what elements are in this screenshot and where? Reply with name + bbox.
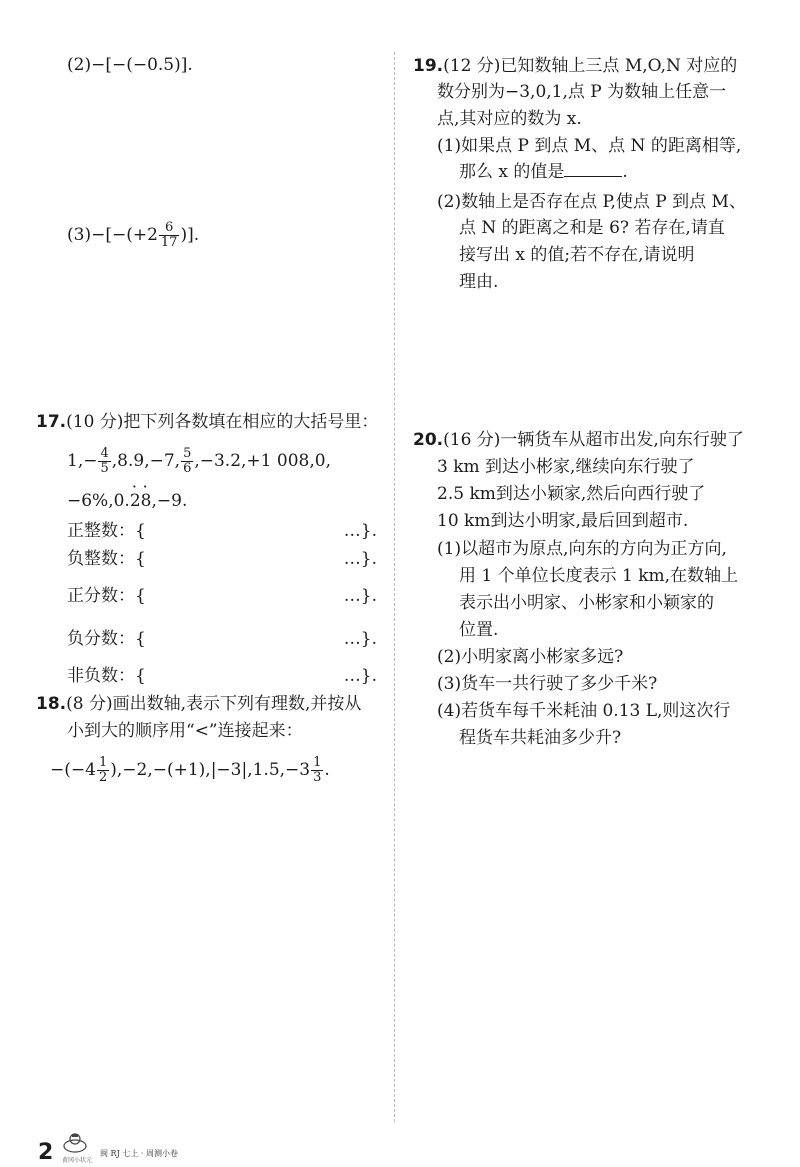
q20-part1-line3: 表示出小明家、小彬家和小颖家的 [459, 593, 714, 613]
q18-line2: 小到大的顺序用“<”连接起来： [67, 721, 303, 741]
q16-part2: (2)−[−(−0.5)]. [67, 55, 193, 75]
q17-numbers-line1: 1,− $\frac{4}{5}$ ,8.9,−7, $\frac{5}{6}$ ,−3.2,+1 008,0, [67, 446, 331, 476]
q19-line3: 点,其对应的数为 x. [437, 109, 582, 129]
fraction: $\frac{6}{17}$ [160, 220, 178, 250]
q18-line1: 18.(8 分)画出数轴,表示下列有理数,并按从 [36, 694, 362, 714]
q17-title: 17.(10 分)把下列各数填在相应的大括号里： [36, 412, 379, 432]
logo-text: 黄冈小状元 [62, 1157, 93, 1164]
q20-line4: 10 km到达小明家,最后回到超市. [437, 511, 689, 531]
footer-label: 闽 RJ 七上 · 周测小卷 [100, 1149, 178, 1158]
q19-part2-line4: 理由. [459, 272, 499, 292]
repeating-digit: · 2 [130, 489, 141, 513]
question-number: 19. [413, 56, 444, 76]
column-divider [394, 52, 395, 1122]
q20-line2: 3 km 到达小彬家,继续向东行驶了 [437, 457, 695, 477]
fraction: $\frac{4}{5}$ [100, 446, 109, 476]
question-number: 17. [36, 412, 67, 432]
question-number: 18. [36, 694, 67, 714]
fraction: $\frac{5}{6}$ [183, 446, 192, 476]
page-number: 2 [38, 1140, 54, 1165]
q19-part2-line3: 接写出 x 的值;若不存在,请说明 [459, 245, 695, 265]
q19-line2: 数分别为−3,0,1,点 P 为数轴上任意一 [437, 82, 727, 102]
q20-part4-line1: (4)若货车每千米耗油 0.13 L,则这次行 [437, 701, 731, 721]
q20-part4-line2: 程货车共耗油多少升? [459, 728, 622, 748]
q20-part1-line4: 位置. [459, 620, 499, 640]
fraction: $\frac{1}{3}$ [313, 755, 322, 785]
q20-part2: (2)小明家离小彬家多远? [437, 647, 624, 667]
q20-part1-line2: 用 1 个单位长度表示 1 km,在数轴上 [459, 566, 739, 586]
q19-part2-line1: (2)数轴上是否存在点 P,使点 P 到点 M、 [437, 192, 746, 212]
q16-part3: (3)−[−(+2 $\frac{6}{17}$ )]. [67, 220, 200, 250]
q19-part2-line2: 点 N 的距离之和是 6? 若存在,请直 [459, 218, 725, 238]
q20-part3: (3)货车一共行驶了多少千米? [437, 674, 658, 694]
question-number: 20. [413, 430, 444, 450]
q19-part1-line2: 那么 x 的值是 . [459, 162, 628, 182]
logo-icon [62, 1130, 88, 1154]
q20-line3: 2.5 km到达小颖家,然后向西行驶了 [437, 484, 706, 504]
q18-numbers: −(−4 $\frac{1}{2}$ ),−2,−(+1),|−3|,1.5,−3 $\frac{1}{3}$ . [50, 755, 330, 785]
q19-line1: 19.(12 分)已知数轴上三点 M,O,N 对应的 [413, 56, 738, 76]
q17-numbers-line2: −6%,0.· 2· 8,−9. [67, 489, 187, 513]
q20-part1-line1: (1)以超市为原点,向东的方向为正方向, [437, 539, 727, 559]
fraction: $\frac{1}{2}$ [98, 755, 108, 785]
q19-part1-line1: (1)如果点 P 到点 M、点 N 的距离相等, [437, 136, 742, 156]
q20-line1: 20.(16 分)一辆货车从超市出发,向东行驶了 [413, 430, 744, 450]
answer-blank [564, 160, 622, 177]
repeating-digit: · 8 [141, 489, 152, 513]
